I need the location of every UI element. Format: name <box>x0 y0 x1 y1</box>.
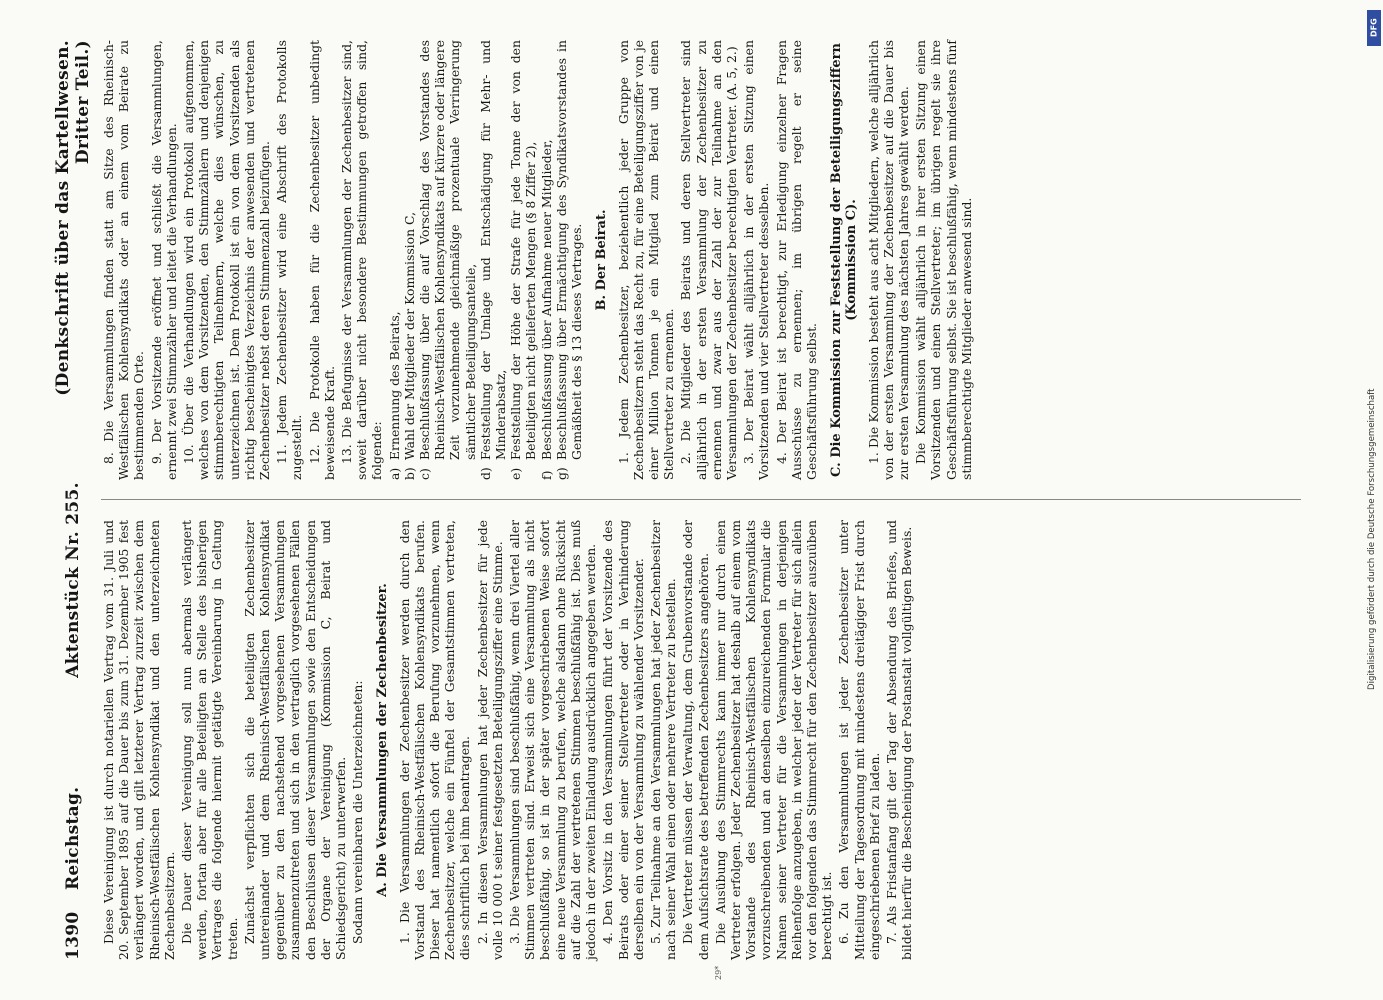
column-divider <box>101 499 1301 500</box>
rotated-page-content <box>53 40 1315 980</box>
paragraph: 3. Der Beirat wählt alljährlich in der ersten Sitzung einen Vorsitzenden und vier Stellvertreter desselben. <box>741 40 772 480</box>
paragraph: Die Dauer dieser Vereinigung soll nun abermals verlängert werden, fortan aber für alle Beteiligten an Stelle des bisherigen Vertrages die folgende hiermit getätigte Vereinbarung in Geltung treten. <box>179 520 240 960</box>
margin-note: 29* <box>714 965 723 980</box>
paragraph: 6. Zu den Versammlungen ist jeder Zechenbesitzer unter Mitteilung der Tagesordnung mit mindestens dreitägiger Frist durch eingeschriebenen Brief zu laden. <box>836 520 882 960</box>
list-item: d) Feststellung der Umlage und Entschädigung für Mehr- und Minderabsatz, <box>477 40 509 480</box>
paragraph: 2. Die Mitglieder des Beirats und deren Stellvertreter sind alljährlich in der ersten Versammlung der Zechenbesitzer zu ernennen und zwar aus der Zahl der zur Teilnahme an den Versammlungen der Zechenbesitzer berechtigten Vertreter. (A. 5, 2.) <box>678 40 739 480</box>
paragraph: 1. Jedem Zechenbesitzer, beziehentlich jeder Gruppe von Zechenbesitzern steht das Recht zu, für eine Beteiligungsziffer von je einer Million Tonnen je ein Mitglied zum Beirat und einen Stellvertreter zu ernennen. <box>615 40 677 480</box>
digitization-credit: Digitalisierung gefördert durch die Deutsche Forschungsgemeinschaft <box>1367 388 1377 690</box>
list-item: a) Ernennung des Beirats, <box>386 311 402 480</box>
page-header <box>55 40 91 960</box>
left-column <box>101 520 916 980</box>
paragraph: 1. Die Kommission besteht aus acht Mitgliedern, welche alljährlich von der ersten Versammlung der Zechenbesitzer auf die Dauer bis zur ersten Versammlung des nächsten Jahres gewählt werden. <box>865 40 911 480</box>
paragraph: 2. In diesen Versammlungen hat jeder Zechenbesitzer für jede volle 10 000 t seiner festgesetzten Beteiligungsziffer eine Stimme. <box>474 520 505 960</box>
paragraph: Die Ausübung des Stimmrechts kann immer nur durch einen Vertreter erfolgen. Jeder Zechenbesitzer hat deshalb auf einem vom Vorstande des Rheinisch-Westfälischen Kohlensyndikats vorzuschreibenden und an denselben einzureichenden Formular die Namen seiner Vertreter für die Versammlungen in derjenigen Reihenfolge anzugeben, in welcher jeder der Vertreter für sich allein vor den folgenden das Stimmrecht für den Zechenbesitzer auszuüben berechtigt ist. <box>712 520 835 960</box>
paragraph: 7. Als Fristanfang gilt der Tag der Absendung des Briefes, und bildet hierfür die Bescheinigung der Postanstalt vollgültigen Beweis. <box>883 520 915 960</box>
paragraph: Zunächst verpflichten sich die beteiligten Zechenbesitzer untereinander und dem Rheinisch-Westfälischen Kohlensyndikat gegenüber zu den nachstehend vorgesehenen Versammlungen zusammenzutreten und sich in den vertraglich vorgesehenen Fällen den Beschlüssen dieser Versammlungen sowie den Entscheidungen der Organe der Vereinigung (Kommission C, Beirat und Schiedsgericht) zu unterwerfen. <box>241 520 349 960</box>
section-c-title: C. Die Kommission zur Feststellung der Beteiligungsziffern (Kommission C). <box>829 43 860 477</box>
section-b-title: B. Der Beirat. <box>594 209 610 311</box>
paragraph: 4. Der Beirat ist berechtigt, zur Erledigung einzelner Fragen Ausschüsse zu ernennen; im übrigen regelt er seine Geschäftsführung selbst. <box>773 40 819 480</box>
digitization-sidebar <box>1366 0 1383 1000</box>
header-center-label: Aktenstück Nr. 255. <box>63 482 83 678</box>
list-item: f) Beschlußfassung über Aufnahme neuer Mitglieder, <box>538 139 554 480</box>
paragraph: 11. Jedem Zechenbesitzer wird eine Abschrift des Protokolls zugestellt. <box>274 40 305 480</box>
paragraph: Diese Vereinigung ist durch notariellen Vertrag vom 31. Juli und 20. September 1895 auf die Dauer bis zum 31. Dezember 1905 fest verlängert worden, und gilt letzterer Vertrag zurzeit zwischen dem Rheinisch-Westfälischen Kohlensyndikat und den unterzeichneten Zechenbesitzern. <box>101 520 177 960</box>
paragraph: 3. Die Versammlungen sind beschlußfähig, wenn drei Viertel aller Stimmen vertreten sind. Erweist sich eine Versammlung als nicht beschlußfähig, so ist in der später vorgeschriebenen Weise sofort eine neue Versammlung zu berufen, welche alsdann ohne Rücksicht auf die Zahl der vertretenen Stimmen beschlußfähig ist. Dies muß jedoch in der zweiten Einladung ausdrücklich angegeben werden. <box>507 520 599 960</box>
header-left-label: Reichstag. <box>63 786 83 890</box>
paragraph: 1. Die Versammlungen der Zechenbesitzer werden durch den Vorstand des Rheinisch-Westfälischen Kohlensyndikats berufen. Dieser hat namentlich sofort die Berufung vorzunehmen, wenn Zechenbesitzer, welche ein Fünftel der Gesamtstimmen vertreten, dies schriftlich bei ihm beantragen. <box>396 520 473 960</box>
paragraph: Sodann vereinbaren die Unterzeichneten: <box>350 680 366 944</box>
header-right-label: (Denkschrift über das Kartellwesen. Dritter Teil.) <box>53 40 93 396</box>
page-number: 1390 <box>63 911 83 960</box>
paragraph: Die Vertreter müssen der Verwaltung, dem Grubenvorstande oder dem Aufsichtsrate des betreffenden Zechenbesitzers angehören. <box>680 520 711 960</box>
list-item: e) Feststellung der Höhe der Strafe für jede Tonne der von den Beteiligten nicht gelieferten Mengen (§ 8 Ziffer 2), <box>508 40 539 480</box>
section-a-title: A. Die Versammlungen der Zechenbesitzer. <box>375 583 391 897</box>
paragraph: 9. Der Vorsitzende eröffnet und schließt die Versammlungen, ernennt zwei Stimmzähler und leitet die Verhandlungen. <box>148 40 179 480</box>
paragraph: 12. Die Protokolle haben für die Zechenbesitzer unbedingt beweisende Kraft. <box>306 40 337 480</box>
paragraph: 4. Den Vorsitz in den Versammlungen führt der Vorsitzende des Beirats oder einer seiner Stellvertreter oder in Verhinderung derselben ein von der Versammlung zu wählender Vorsitzender. <box>600 520 646 960</box>
right-column <box>101 40 976 480</box>
list-item: g) Beschlußfassung über Ermächtigung des Syndikatsvorstandes in Gemäßheit des § 13 dieses Vertrages. <box>553 40 585 480</box>
paragraph: 13. Die Befugnisse der Versammlungen der Zechenbesitzer sind, soweit darüber nicht besondere Bestimmungen getroffen sind, folgende: <box>339 40 385 480</box>
dfg-logo: DFG <box>1367 10 1381 46</box>
paragraph: 5. Zur Teilnahme an den Versammlungen hat jeder Zechenbesitzer nach seiner Wahl einen oder mehrere Vertreter zu bestellen. <box>647 520 679 960</box>
paragraph: 10. Über die Verhandlungen wird ein Protokoll aufgenommen, welches von dem Vorsitzenden, den Stimmzählern und denjenigen stimmberechtigten Teilnehmern, welche dies wünschen, zu unterzeichnen ist. Dem Protokoll ist ein von dem Vorsitzenden als richtig bescheinigtes Verzeichnis der anwesenden und vertretenen Zechenbesitzer nebst deren Stimmenzahl beizufügen. <box>181 40 273 480</box>
list-item: b) Wahl der Mitglieder der Kommission C, <box>401 211 417 480</box>
paragraph: Die Kommission wählt alljährlich in ihrer ersten Sitzung einen Vorsitzenden und einen Stellvertreter; im übrigen regelt sie ihre Geschäftsführung selbst. Sie ist beschlußfähig, wenn mindestens fünf stimmberechtigte Mitglieder anwesend sind. <box>913 40 974 480</box>
paragraph: 8. Die Versammlungen finden statt am Sitze des Rheinisch-Westfälischen Kohlensyndikats oder an einem vom Beirate zu bestimmenden Orte. <box>101 40 147 480</box>
powers-list <box>387 40 585 480</box>
list-item: c) Beschlußfassung über die auf Vorschlag des Vorstandes des Rheinisch-Westfälischen Kohlensyndikats auf kürzere oder längere Zeit vorzunehmende gleichmäßige prozentuale Verringerung sämtlicher Beteiligungsanteile, <box>417 40 478 480</box>
